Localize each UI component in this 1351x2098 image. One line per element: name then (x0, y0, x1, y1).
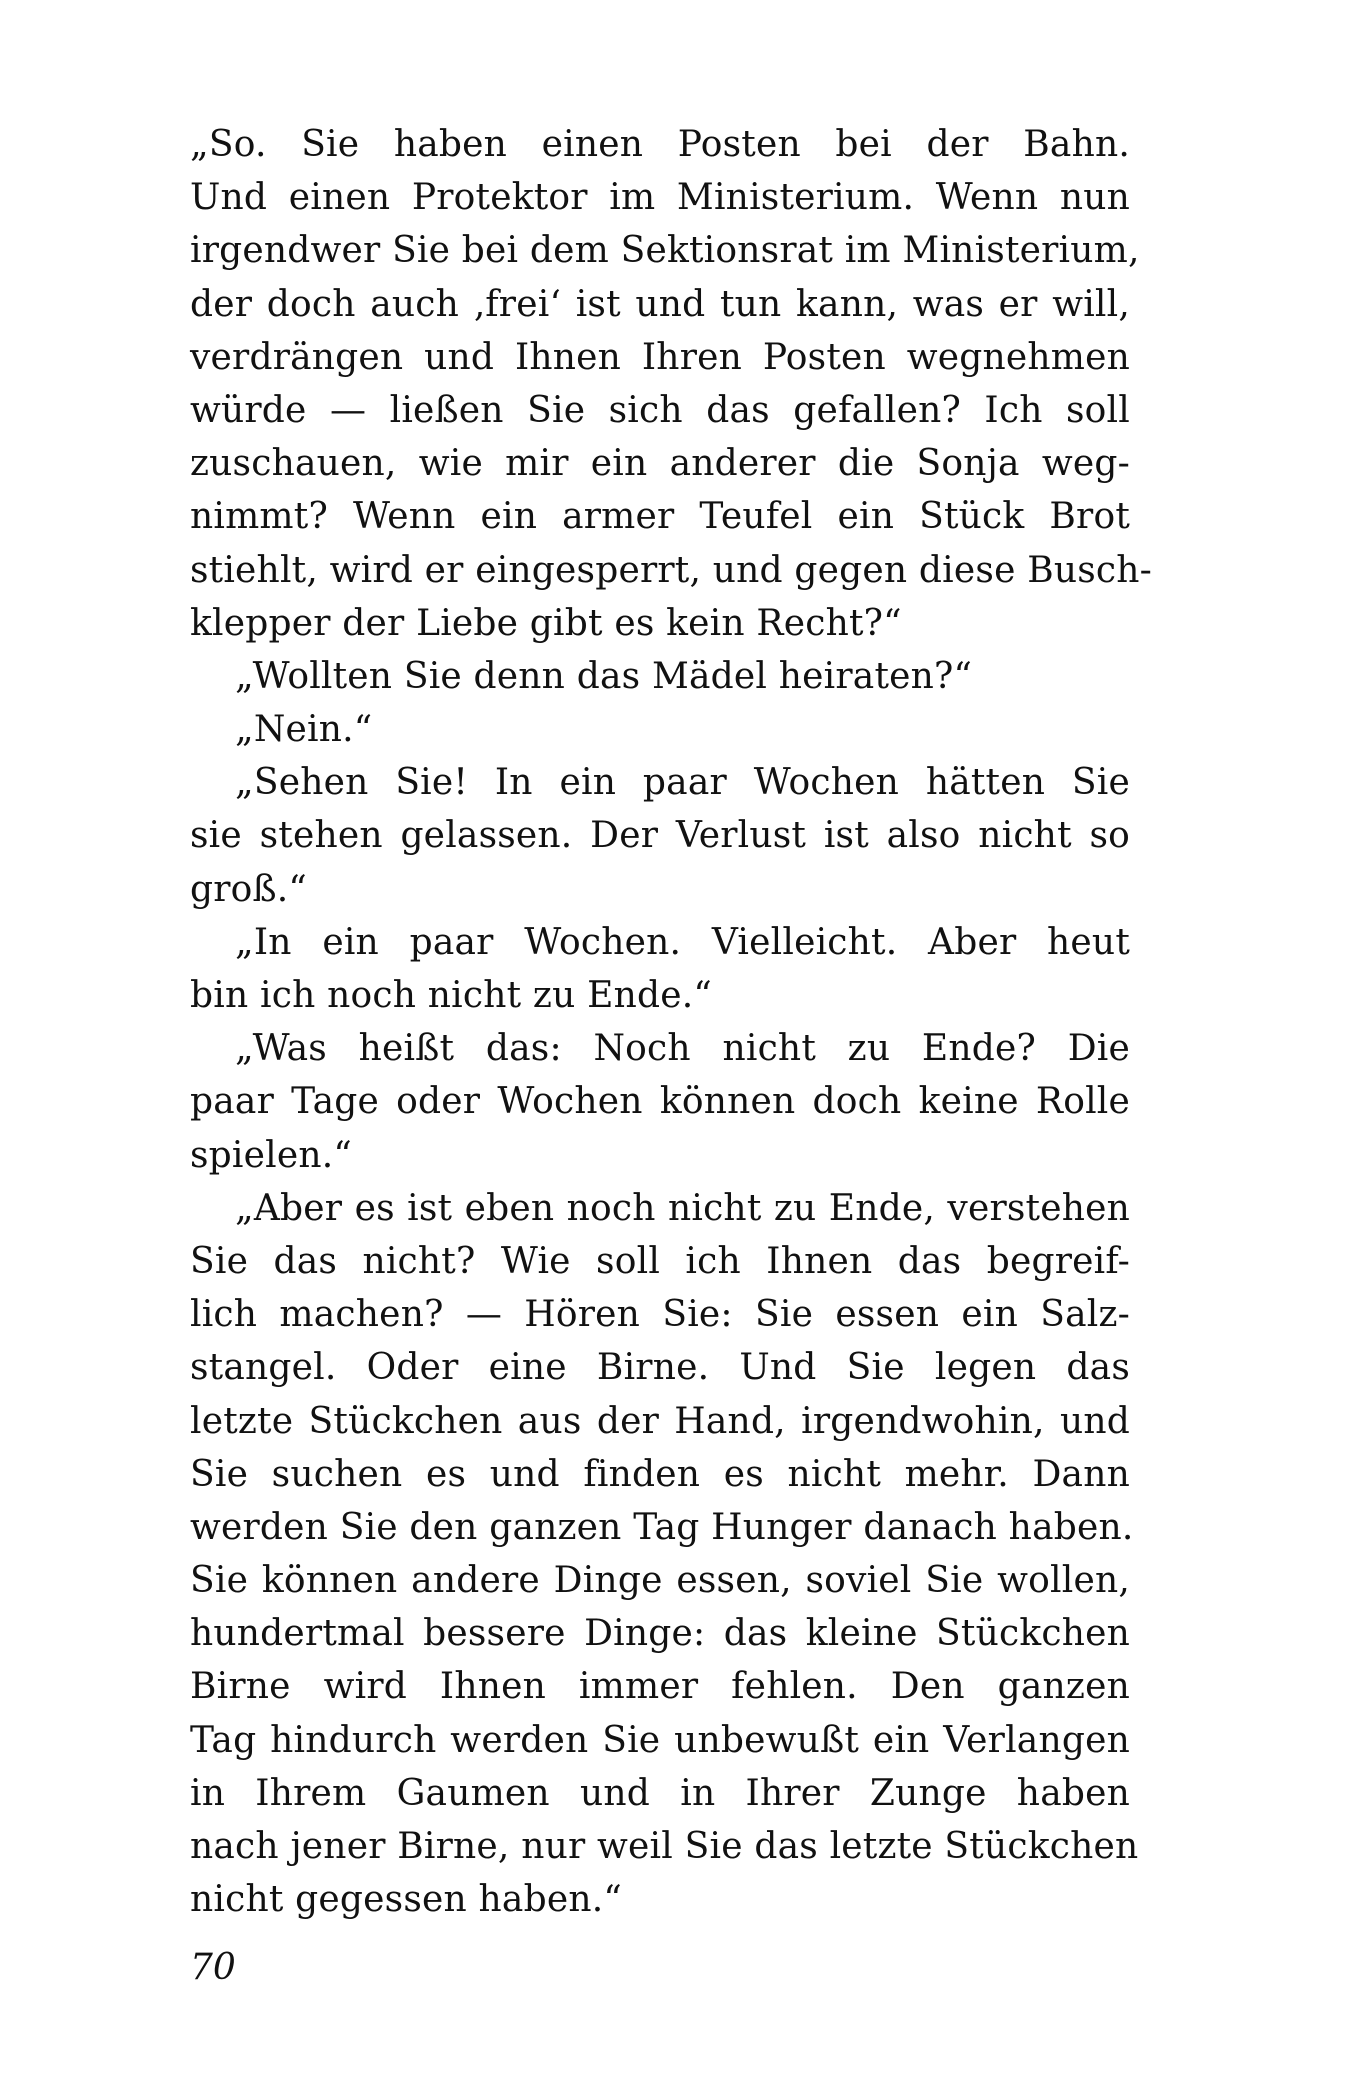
text-line: sie stehen gelassen. Der Verlust ist also nicht so (190, 815, 1130, 857)
text-line: spielen.“ (190, 1134, 352, 1176)
text-line: Sie suchen es und finden es nicht mehr. Dann (190, 1453, 1130, 1495)
text-line: hundertmal bessere Dinge: das kleine Stückchen (190, 1613, 1130, 1655)
text-line: stangel. Oder eine Birne. Und Sie legen das (190, 1347, 1130, 1389)
text-line: „So. Sie haben einen Posten bei der Bahn. (190, 124, 1130, 165)
text-line: nach jener Birne, nur weil Sie das letzte Stückchen (190, 1826, 1139, 1867)
text-line: würde — ließen Sie sich das gefallen? Ich soll (190, 389, 1130, 431)
page-number: 70 (190, 1947, 236, 1988)
text-line: „Sehen Sie! In ein paar Wochen hätten Sie (235, 762, 1130, 804)
text-line: nicht gegessen haben.“ (190, 1879, 622, 1921)
text-line: klepper der Liebe gibt es kein Recht?“ (190, 602, 902, 644)
text-line: letzte Stückchen aus der Hand, irgendwohin, und (190, 1400, 1130, 1442)
text-line: „Aber es ist eben noch nicht zu Ende, verstehen (235, 1187, 1130, 1229)
text-line: der doch auch ‚frei‘ ist und tun kann, was er will, (190, 283, 1130, 325)
text-line: stiehlt, wird er eingesperrt, und gegen diese Busch- (190, 549, 1153, 591)
text-line: werden Sie den ganzen Tag Hunger danach haben. (190, 1506, 1134, 1548)
text-line: „Was heißt das: Noch nicht zu Ende? Die (235, 1028, 1130, 1070)
text-line: irgendwer Sie bei dem Sektionsrat im Ministerium, (190, 230, 1140, 272)
body-text (190, 118, 1153, 1926)
text-line: nimmt? Wenn ein armer Teufel ein Stück Brot (190, 496, 1130, 538)
text-line: lich machen? — Hören Sie: Sie essen ein Salz- (190, 1294, 1130, 1336)
text-line: „Nein.“ (235, 709, 373, 751)
text-line: paar Tage oder Wochen können doch keine Rolle (190, 1081, 1130, 1123)
text-line: Birne wird Ihnen immer fehlen. Den ganzen (190, 1666, 1130, 1708)
text-line: Sie das nicht? Wie soll ich Ihnen das begreif- (190, 1240, 1130, 1282)
text-line: groß.“ (190, 868, 308, 910)
text-line: Sie können andere Dinge essen, soviel Sie wollen, (190, 1560, 1130, 1602)
text-line: Und einen Protektor im Ministerium. Wenn nun (190, 177, 1130, 219)
text-line: „In ein paar Wochen. Vielleicht. Aber heut (235, 921, 1130, 963)
text-line: in Ihrem Gaumen und in Ihrer Zunge haben (190, 1772, 1130, 1814)
text-line: bin ich noch nicht zu Ende.“ (190, 975, 712, 1016)
text-line: „Wollten Sie denn das Mädel heiraten?“ (235, 655, 973, 697)
text-line: zuschauen, wie mir ein anderer die Sonja weg- (190, 443, 1130, 485)
text-line: verdrängen und Ihnen Ihren Posten wegnehmen (190, 336, 1130, 378)
text-line: Tag hindurch werden Sie unbewußt ein Verlangen (190, 1719, 1130, 1761)
